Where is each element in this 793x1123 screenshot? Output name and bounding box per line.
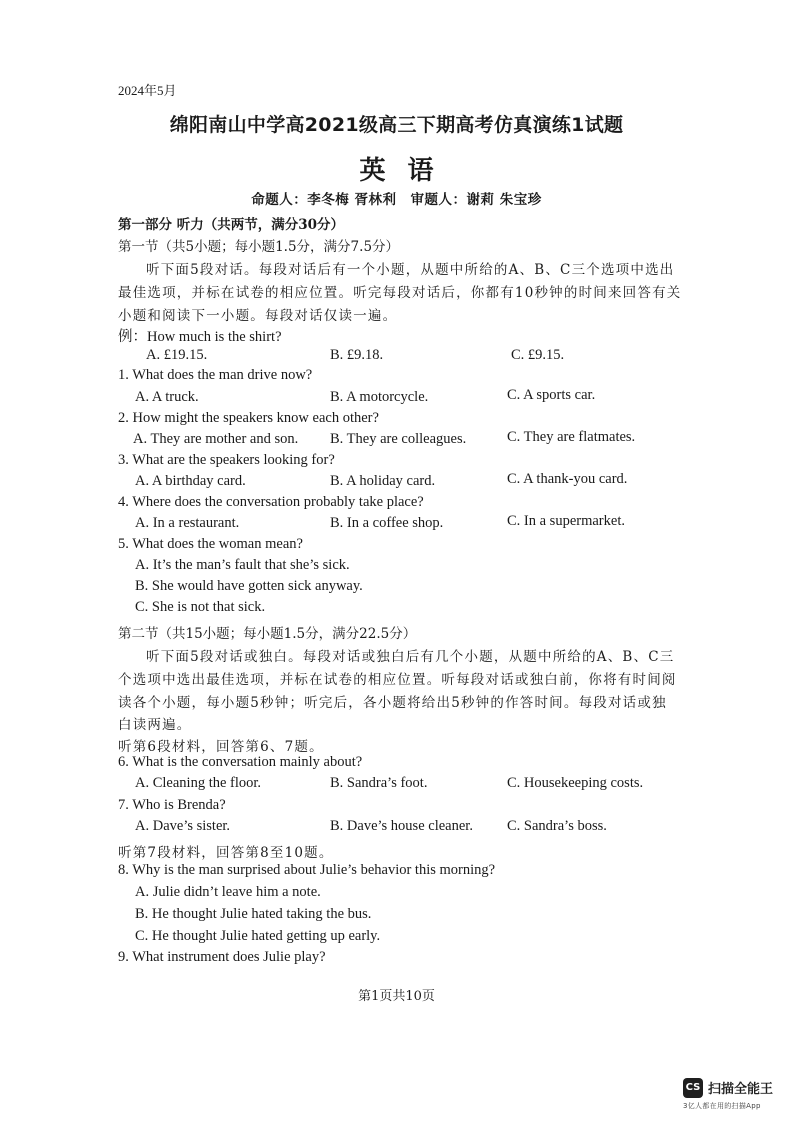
question-3-option-a: A. A birthday card. — [135, 473, 246, 489]
example-option-a: A. £19.15. — [146, 347, 208, 363]
question-8: 8. Why is the man surprised about Julie’s behavior this morning? — [118, 862, 496, 878]
exam-title: 绵阳南山中学高2021级高三下期高考仿真演练1试题 — [169, 114, 624, 136]
section2-instruction-line: 个选项中选出最佳选项，并标在试卷的相应位置。听每段对话或独白前，你将有时间阅 — [118, 672, 677, 688]
camscanner-logo-icon: CS — [683, 1078, 703, 1098]
example-option-c: C. £9.15. — [511, 347, 565, 363]
camscanner-tagline: 3亿人都在用的扫描App — [683, 1102, 761, 1110]
question-7-option-b: B. Dave’s house cleaner. — [330, 818, 473, 834]
authors-line: 命题人：李冬梅 胥林利 审题人：谢莉 朱宝珍 — [251, 192, 542, 208]
question-8-option-a: A. Julie didn’t leave him a note. — [135, 884, 321, 900]
question-8-option-c: C. He thought Julie hated getting up early. — [135, 928, 381, 944]
question-7-option-c: C. Sandra’s boss. — [507, 818, 607, 834]
question-5-option-b: B. She would have gotten sick anyway. — [135, 578, 363, 594]
question-3: 3. What are the speakers looking for? — [118, 452, 335, 468]
question-7-option-a: A. Dave’s sister. — [135, 818, 231, 834]
question-1-option-a: A. A truck. — [135, 389, 199, 405]
part1-heading: 第一部分 听力（共两节，满分30分） — [118, 217, 344, 233]
question-4-option-a: A. In a restaurant. — [135, 515, 240, 531]
question-9: 9. What instrument does Julie play? — [118, 949, 326, 965]
question-2-option-c: C. They are flatmates. — [507, 429, 636, 445]
question-2: 2. How might the speakers know each other? — [118, 410, 379, 426]
question-4: 4. Where does the conversation probably take place? — [118, 494, 424, 510]
question-6-option-a: A. Cleaning the floor. — [135, 775, 262, 791]
question-6-option-c: C. Housekeeping costs. — [507, 775, 644, 791]
question-5: 5. What does the woman mean? — [118, 536, 303, 552]
material-6-note: 听第6段材料，回答第6、7题。 — [118, 739, 324, 755]
question-5-option-c: C. She is not that sick. — [135, 599, 266, 615]
question-3-option-b: B. A holiday card. — [330, 473, 436, 489]
question-5-option-a: A. It’s the man’s fault that she’s sick. — [135, 557, 350, 573]
camscanner-name: 扫描全能王 — [708, 1082, 774, 1097]
example-option-b: B. £9.18. — [330, 347, 384, 363]
page-number-footer: 第1页共10页 — [358, 989, 435, 1004]
example-question: 例：How much is the shirt? — [118, 329, 282, 345]
question-7: 7. Who is Brenda? — [118, 797, 226, 813]
question-8-option-b: B. He thought Julie hated taking the bus. — [135, 906, 372, 922]
subject-title: 英语 — [359, 156, 456, 186]
section2-instruction-line: 读各个小题，每小题5秒钟；听完后，各小题将给出5秒钟的作答时间。每段对话或独 — [118, 695, 667, 711]
section1-instruction-line: 最佳选项，并标在试卷的相应位置。听完每段对话后，你都有10秒钟的时间来回答有关 — [118, 285, 682, 301]
question-4-option-c: C. In a supermarket. — [507, 513, 625, 529]
exam-date: 2024年5月 — [118, 83, 177, 98]
section2-heading: 第二节（共15小题；每小题1.5分，满分22.5分） — [118, 626, 417, 642]
section1-instruction-line: 小题和阅读下一小题。每段对话仅读一遍。 — [118, 308, 398, 324]
material-7-note: 听第7段材料，回答第8至10题。 — [118, 845, 334, 861]
question-6: 6. What is the conversation mainly about? — [118, 754, 363, 770]
camscanner-watermark — [683, 1076, 787, 1112]
section1-instruction-line: 听下面5段对话。每段对话后有一个小题，从题中所给的A、B、C三个选项中选出 — [146, 262, 675, 278]
question-1-option-b: B. A motorcycle. — [330, 389, 429, 405]
section2-instruction-line: 听下面5段对话或独白。每段对话或独白后有几个小题，从题中所给的A、B、C三 — [146, 649, 675, 665]
question-4-option-b: B. In a coffee shop. — [330, 515, 444, 531]
question-3-option-c: C. A thank-you card. — [507, 471, 628, 487]
section2-instruction-line: 白读两遍。 — [118, 717, 192, 733]
question-1: 1. What does the man drive now? — [118, 367, 313, 383]
question-2-option-b: B. They are colleagues. — [330, 431, 467, 447]
question-1-option-c: C. A sports car. — [507, 387, 596, 403]
section1-heading: 第一节（共5小题；每小题1.5分，满分7.5分） — [118, 239, 400, 255]
question-2-option-a: A. They are mother and son. — [133, 431, 299, 447]
question-6-option-b: B. Sandra’s foot. — [330, 775, 428, 791]
